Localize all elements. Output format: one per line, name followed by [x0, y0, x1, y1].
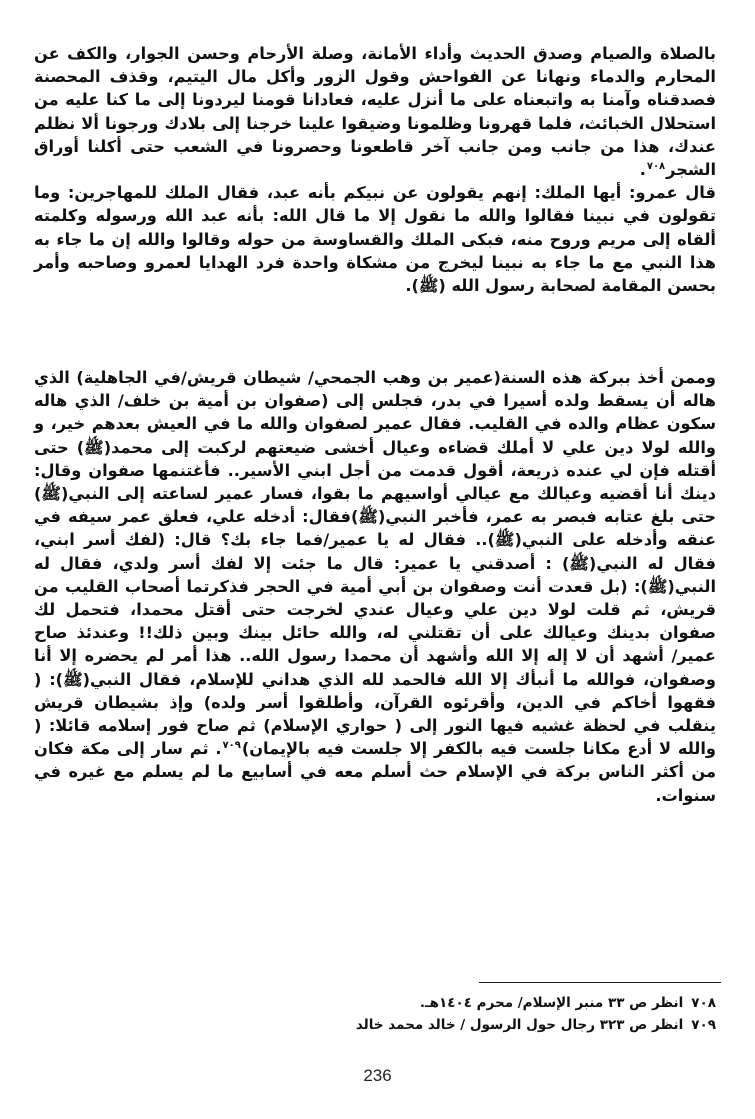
paragraph-text: قال عمرو: أيها الملك: إنهم يقولون عن نبيكم بأنه عبد، فقال الملك للمهاجرين: وما تقولون في نبينا فقالوا والله ما نقول إلا ما قال الله: بأنه عبد الله ورسوله وكلمته ألقاه إلى مريم وروح منه، فبكى الملك والقساوسة من حوله وقالوا والله إن ما جاء به هذا النبي مع ما جاء به نبينا ليخرج من مشكاة واحدة فرد الهدايا لعمرو وصاحبه وأمر بحسن المقامة لصحابة رسول الله (ﷺ).: [34, 183, 716, 296]
page-number: 236: [363, 1066, 392, 1085]
footnote-708: [34, 992, 716, 1014]
footnote-number: ٧٠٩: [691, 1017, 716, 1033]
footnote-text: انظر ص ٣٢٣ رجال حول الرسول / خالد محمد خالد: [355, 1017, 684, 1033]
footnote-separator: [479, 982, 721, 983]
footnote-reference[interactable]: ٧٠٩: [222, 739, 241, 751]
paragraph-text-end: . ثم سار إلى مكة فكان من أكثر الناس بركة في الإسلام حث أسلم معه في أسابيع ما لم يسلم مع غيره في سنوات.: [34, 739, 716, 805]
footnote-text: انظر ص ٣٣ منبر الإسلام/ محرم ١٤٠٤هـ.: [419, 995, 684, 1011]
body-text-block-2: [34, 366, 716, 807]
paragraph-umair-story: [34, 366, 716, 807]
body-text-block-1: [34, 42, 716, 297]
paragraph-text: بالصلاة والصيام وصدق الحديث وأداء الأمانة، وصلة الأرحام وحسن الجوار، والكف عن المحارم والدماء ونهانا عن الفواحش وقول الزور وأكل مال اليتيم، وقذف المحصنة فصدقناه وآمنا به واتبعناه على ما أنزل عليه، فعادانا قومنا ليردونا إلى ما كنا عليه من استحلال الخبائث، فلما قهرونا وظلمونا وضيقوا علينا خرجنا إلى بلادك ورجونا ألا نظلم عندك، هذا من جانب ومن جانب آخر قاطعونا وحصرونا في الشعب حتى أكلنا أوراق الشجر: [34, 44, 716, 180]
footnote-709: [34, 1014, 716, 1036]
paragraph-text: وممن أخذ ببركة هذه السنة(عمير بن وهب الجمحي/ شيطان قريش/في الجاهلية) الذي هاله أن يسقط ولده أسيرا في بدر، فجلس إلى (صفوان بن أمية بن خلف/ الذي هاله سكون عظام والده في القليب. فقال عمير لصفوان والله ما في العيش بعدهم خير، و والله لولا دين علي لا أملك قضاءه وعيال أخشى ضيعتهم لركبت إلى محمد(ﷺ) حتى أقتله فإن لي عنده ذريعة، أقول قدمت من أجل ابني الأسير.. فأغتنمها صفوان وقال: دينك أنا أقضيه وعيالك مع عيالي أواسيهم ما بقوا، فسار عمير لساعته إلى النبي(ﷺ) حتى بلغ عتابه فبصر به عمر، فأخبر النبي(ﷺ)فقال: أدخله علي، فعلق عمر سيفه في عنقه وأدخله على النبي(ﷺ).. فقال له يا عمير/فما جاء بك؟ قال: (لفك أسر ابني، فقال له النبي(ﷺ) : أصدقني يا عمير: قال ما جئت إلا لفك أسر ولدي، فقال له النبي(ﷺ): (بل قعدت أنت وصفوان بن أبي أمية في الحجر فذكرتما أصحاب القليب من قريش، ثم قلت لولا دين علي وعيال عندي لخرجت حتى أقتل محمدا، فتحمل لك صفوان بدينك وعيالك على أن تقتلني له، والله حائل بينك وبين ذلك!! وعندئذ صاح عمير/ أشهد أن لا إله إلا الله وأشهد أن محمدا رسول الله.. هذا أمر لم يحضره إلا أنا وصفوان، فوالله ما أنبأك إلا الله فالحمد لله الذي هداني للإسلام، فقال النبي(ﷺ): ( فقهوا أخاكم في الدين، وأقرئوه القرآن، وأطلقوا أسر ولده) وإذ بشيطان قريش ينقلب في لحظة غشيه فيها النور إلى ( حواري الإسلام) ثم صاح فور إسلامه قائلا: ( والله لا أدع مكانا جلست فيه بالكفر إلا جلست فيه بالإيمان): [34, 368, 716, 759]
paragraph-text-end: .: [639, 160, 646, 180]
footnote-reference[interactable]: ٧٠٨: [646, 160, 666, 172]
footnote-number: ٧٠٨: [691, 995, 716, 1011]
paragraph-amr-king: [34, 181, 716, 297]
paragraph-habasha-speech: [34, 42, 716, 181]
footnotes: [34, 992, 716, 1036]
